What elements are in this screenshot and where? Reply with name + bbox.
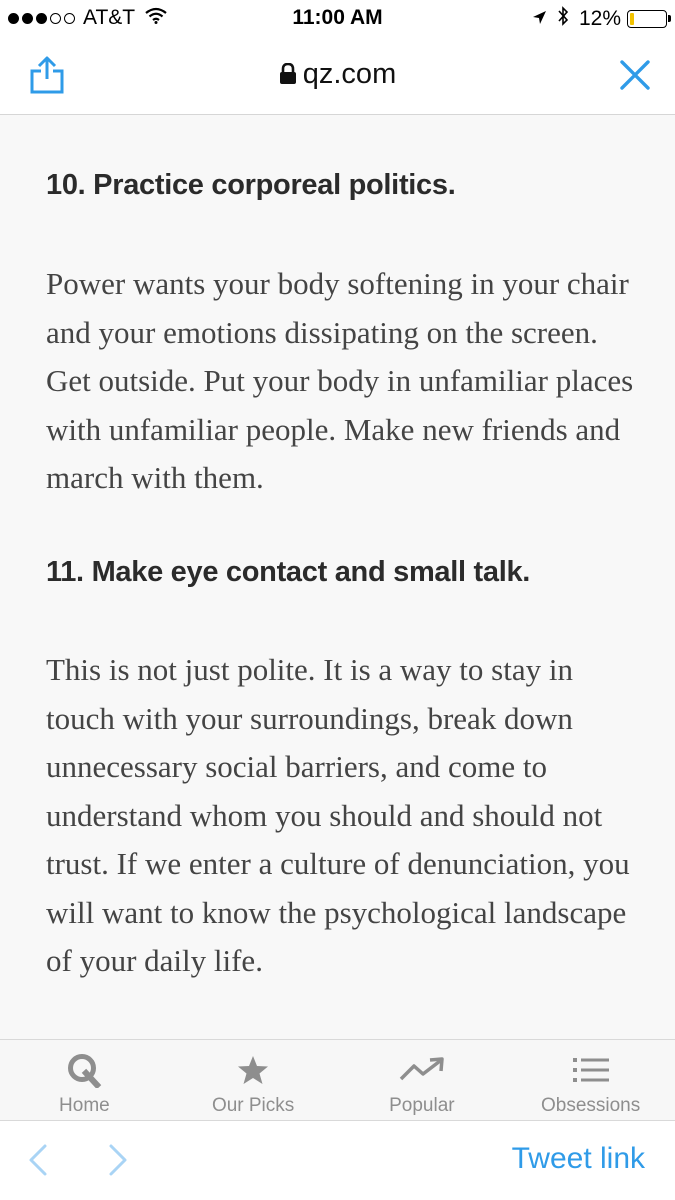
url-domain: qz.com xyxy=(302,58,397,90)
url-bar xyxy=(0,38,675,115)
status-bar xyxy=(0,0,675,38)
tab-popular[interactable] xyxy=(338,1040,507,1120)
tab-bar xyxy=(0,1039,675,1121)
forward-chevron-icon xyxy=(106,1143,130,1177)
section-paragraph: Power wants your body softening in your chair and your emotions dissipating on the screen. Get outside. Put your body in unfamiliar places with unfamiliar people. Make new friends and march with them. xyxy=(46,266,634,495)
close-icon xyxy=(619,59,651,91)
tab-obsessions[interactable] xyxy=(506,1040,675,1120)
star-icon xyxy=(237,1052,269,1088)
battery-icon xyxy=(627,10,667,28)
back-chevron-icon xyxy=(26,1143,50,1177)
status-time: 11:00 AM xyxy=(292,6,383,29)
tab-label: Home xyxy=(59,1095,110,1116)
bluetooth-icon xyxy=(557,6,569,32)
location-arrow-icon xyxy=(532,7,547,31)
section-heading: 10. Practice corporeal politics. xyxy=(46,169,456,201)
tab-home[interactable] xyxy=(0,1040,169,1120)
status-right xyxy=(532,6,667,32)
section-heading: 11. Make eye contact and small talk. xyxy=(46,556,531,588)
trending-icon xyxy=(399,1052,445,1088)
q-logo-icon xyxy=(66,1052,102,1088)
back-button[interactable] xyxy=(26,1143,50,1182)
list-icon xyxy=(572,1052,610,1088)
forward-button[interactable] xyxy=(106,1143,130,1182)
url-display[interactable] xyxy=(0,58,675,93)
tab-our-picks[interactable] xyxy=(169,1040,338,1120)
section-paragraph: This is not just polite. It is a way to stay in touch with your surroundings, break down unnecessary social barriers, and come to understand whom you should and should not trust. If we enter a culture of denunciation, you will want to know the psychological landscape of your daily life. xyxy=(46,652,630,978)
battery-level-fill xyxy=(630,13,634,25)
battery-percent: 12% xyxy=(578,7,621,30)
close-button[interactable] xyxy=(619,59,651,91)
tab-label: Obsessions xyxy=(540,1095,641,1116)
tab-label: Popular xyxy=(389,1095,455,1116)
lock-icon xyxy=(279,60,297,93)
tab-label: Our Picks xyxy=(211,1095,295,1116)
bottom-toolbar xyxy=(0,1121,675,1200)
tweet-link-button[interactable]: Tweet link xyxy=(511,1142,645,1175)
carrier-name: AT&T xyxy=(83,6,136,29)
